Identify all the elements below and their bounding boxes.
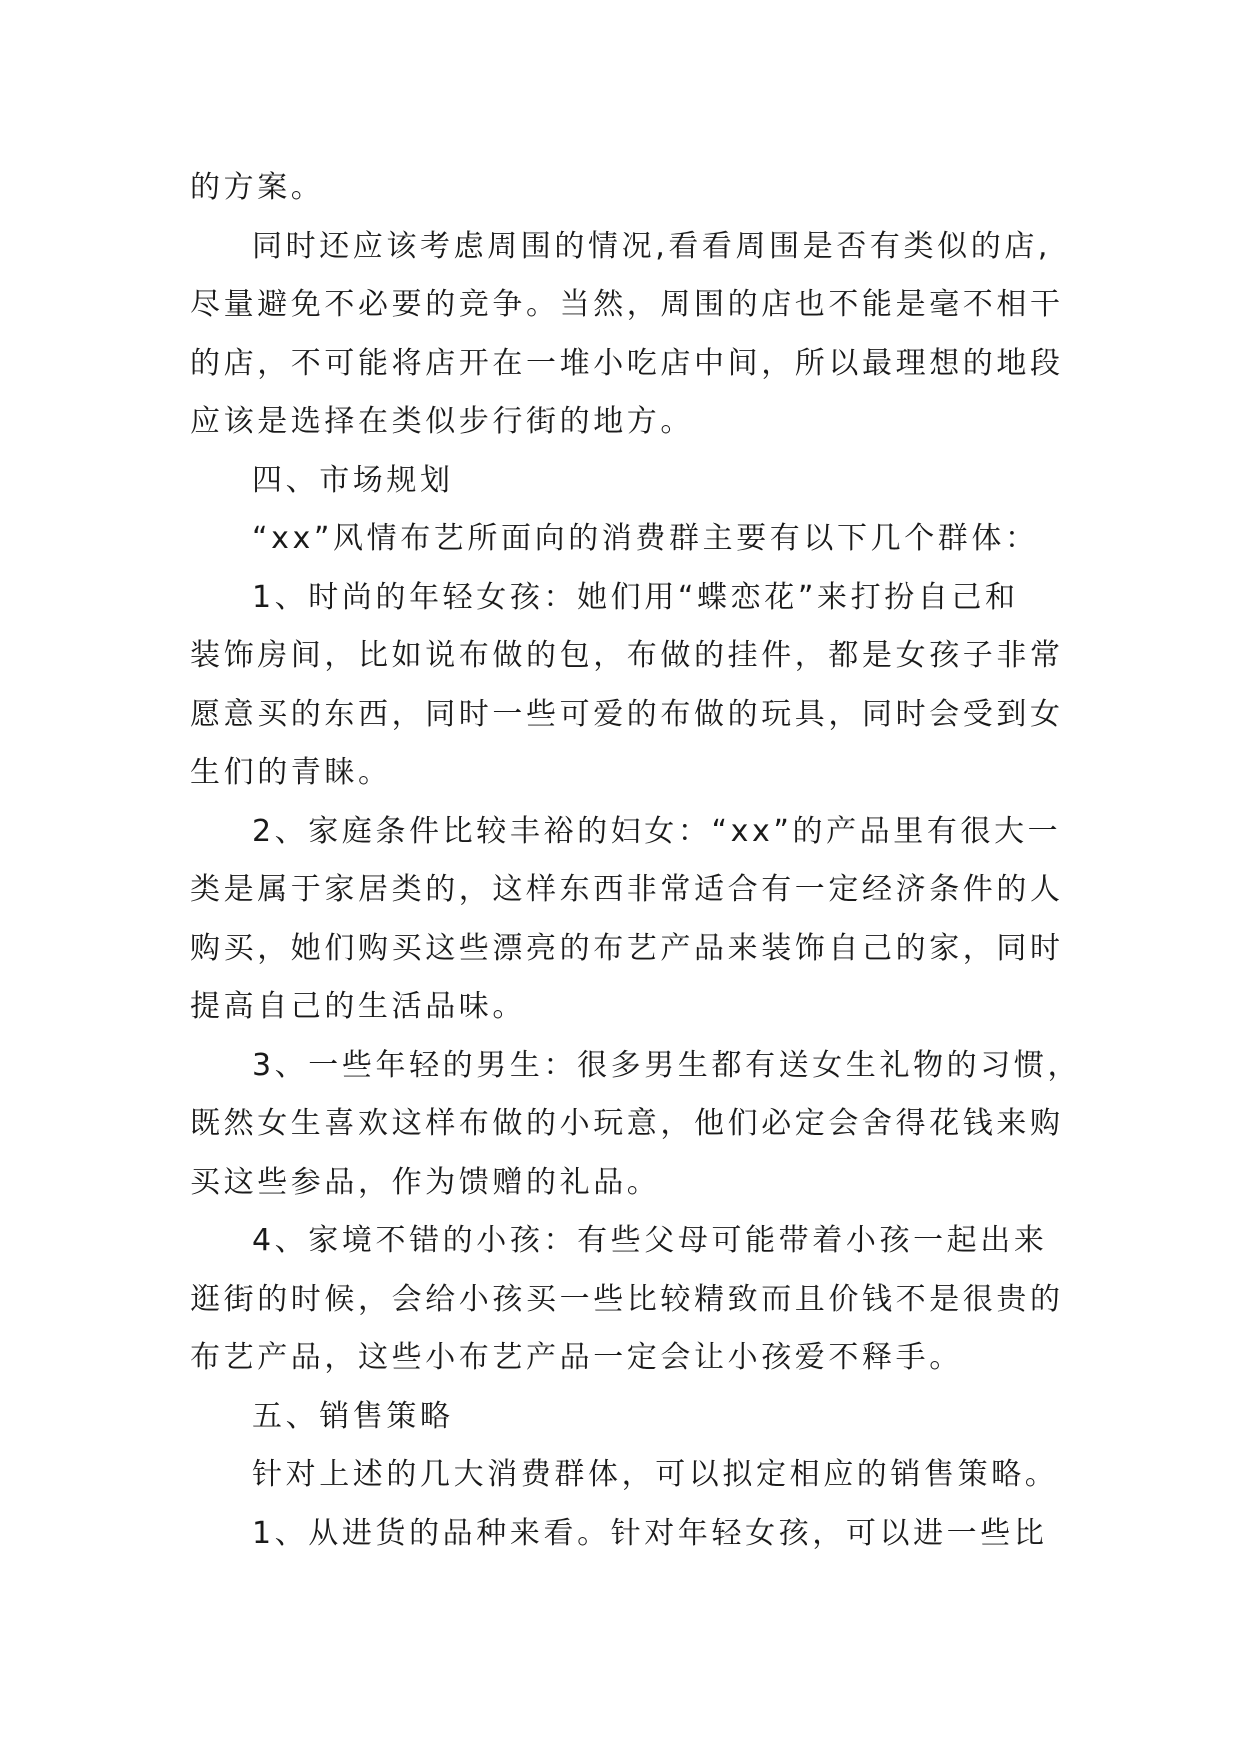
paragraph-line: 布艺产品，这些小布艺产品一定会让小孩爱不释手。 [190,1340,963,1375]
paragraph-line: “xx”风情布艺所面向的消费群主要有以下几个群体： [252,521,1039,556]
paragraph-line: 买这些参品，作为馈赠的礼品。 [190,1165,661,1200]
list-item-line: 3、一些年轻的男生：很多男生都有送女生礼物的习惯， [252,1048,1082,1083]
paragraph-line: 装饰房间，比如说布做的包，布做的挂件，都是女孩子非常 [190,638,1064,673]
paragraph-line: 提高自己的生活品味。 [190,989,526,1024]
list-item-line: 1、时尚的年轻女孩：她们用“蝶恋花”来打扮自己和 [252,580,1019,615]
paragraph-line: 针对上述的几大消费群体，可以拟定相应的销售策略。 [252,1457,1059,1492]
section-heading: 五、销售策略 [252,1399,454,1434]
list-item-line: 4、家境不错的小孩：有些父母可能带着小孩一起出来 [252,1223,1048,1258]
paragraph-line: 的方案。 [190,170,325,205]
list-item-line: 1、从进货的品种来看。针对年轻女孩，可以进一些比 [252,1516,1048,1551]
paragraph-line: 类是属于家居类的，这样东西非常适合有一定经济条件的人 [190,872,1064,907]
list-item-line: 2、家庭条件比较丰裕的妇女：“xx”的产品里有很大一 [252,814,1062,849]
section-heading: 四、市场规划 [252,463,454,498]
paragraph-line: 尽量避免不必要的竞争。当然，周围的店也不能是毫不相干 [190,287,1064,322]
paragraph-line: 既然女生喜欢这样布做的小玩意，他们必定会舍得花钱来购 [190,1106,1064,1141]
paragraph-line: 逛街的时候，会给小孩买一些比较精致而且价钱不是很贵的 [190,1282,1064,1317]
paragraph-line: 生们的青睐。 [190,755,392,790]
paragraph-line: 应该是选择在类似步行街的地方。 [190,404,694,439]
paragraph-line: 同时还应该考虑周围的情况,看看周围是否有类似的店, [252,229,1052,264]
paragraph-line: 的店，不可能将店开在一堆小吃店中间，所以最理想的地段 [190,346,1064,381]
paragraph-line: 愿意买的东西，同时一些可爱的布做的玩具，同时会受到女 [190,697,1064,732]
paragraph-line: 购买，她们购买这些漂亮的布艺产品来装饰自己的家，同时 [190,931,1064,966]
